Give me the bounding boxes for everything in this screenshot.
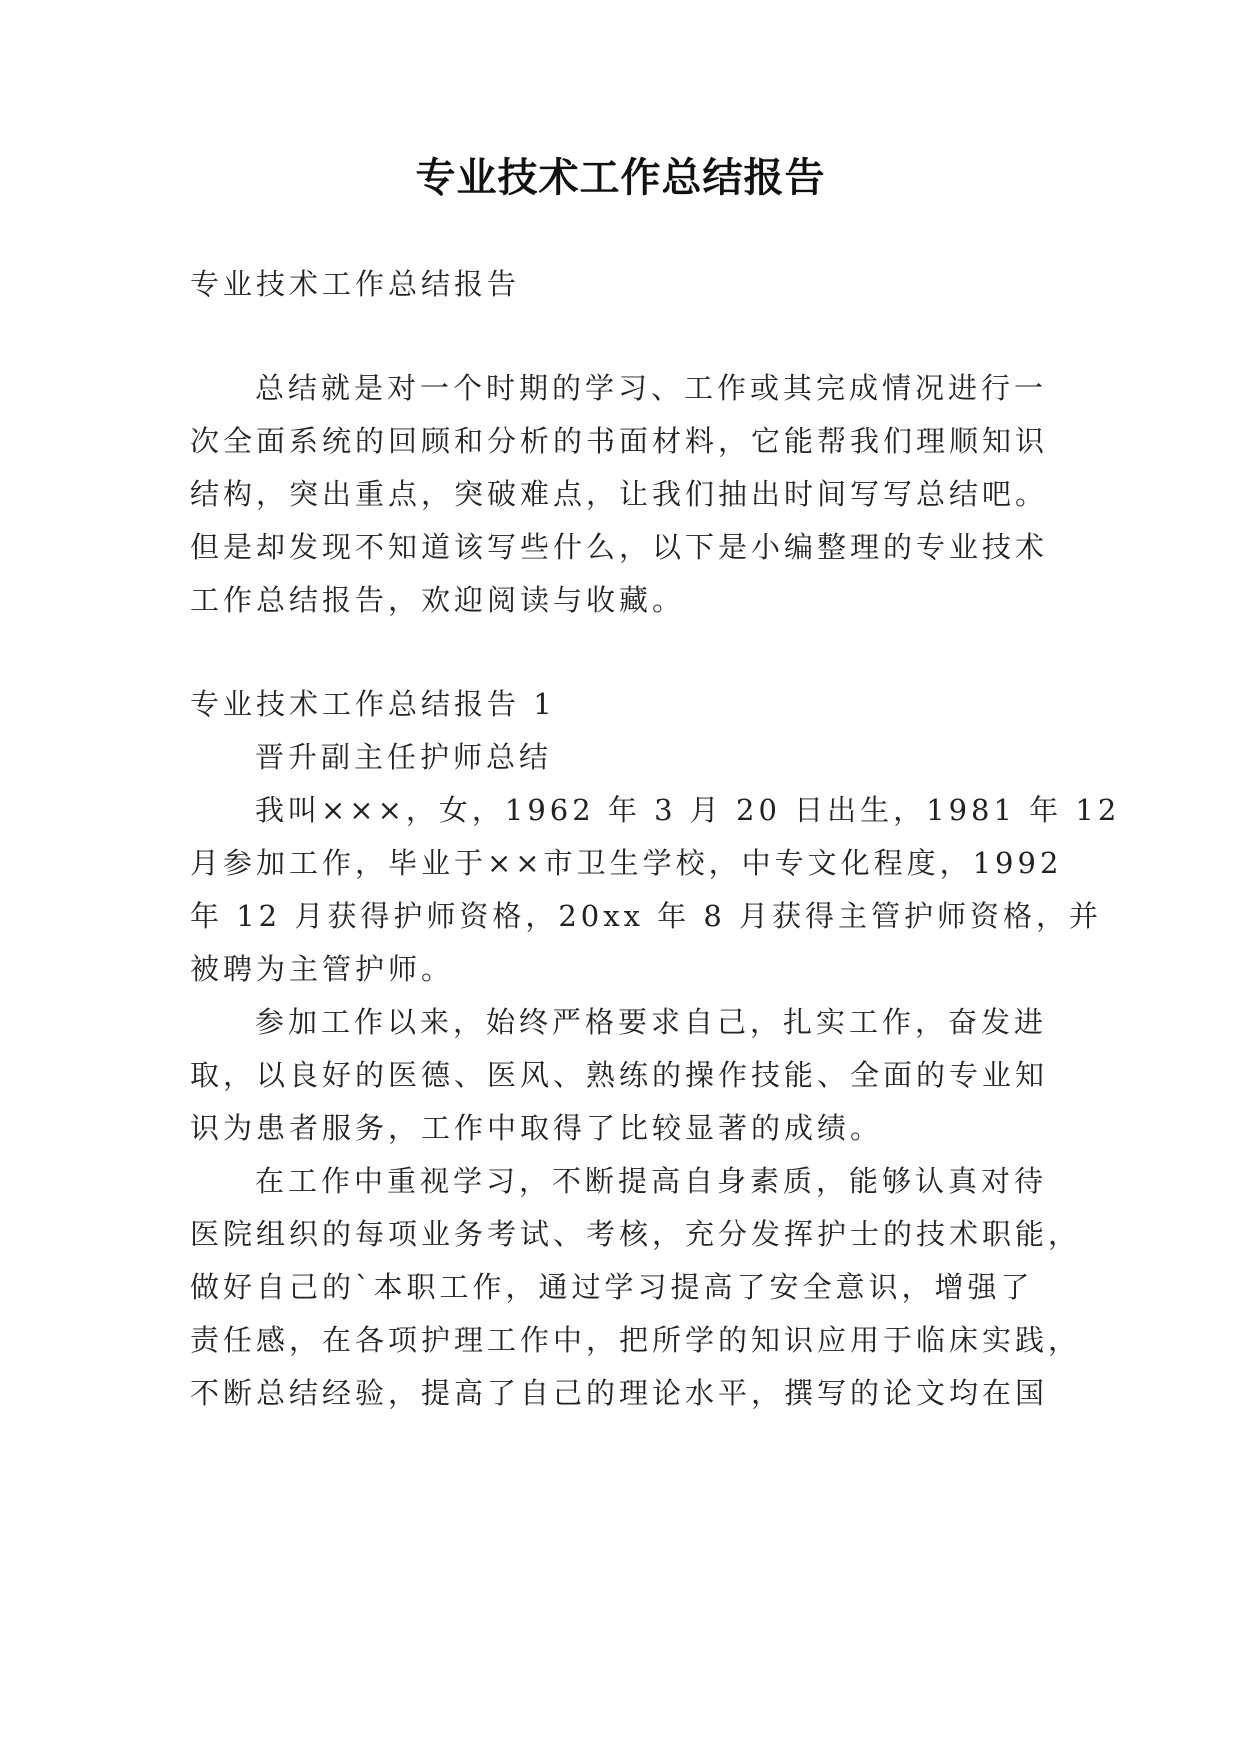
- intro-line: 工作总结报告，欢迎阅读与收藏。: [190, 583, 686, 617]
- section-heading: 专业技术工作总结报告 1: [190, 687, 556, 721]
- paragraph-line: 识为患者服务，工作中取得了比较显著的成绩。: [190, 1111, 884, 1145]
- paragraph-line: 医院组织的每项业务考试、考核，充分发挥护士的技术职能，: [190, 1217, 1082, 1251]
- paragraph-line: 做好自己的`本职工作，通过学习提高了安全意识，增强了: [190, 1270, 1034, 1304]
- document-title: 专业技术工作总结报告: [415, 155, 826, 201]
- paragraph-line: 取，以良好的医德、医风、熟练的操作技能、全面的专业知: [190, 1058, 1049, 1092]
- paragraph-line: 在工作中重视学习，不断提高自身素质，能够认真对待: [255, 1164, 1048, 1198]
- document-subtitle: 专业技术工作总结报告: [190, 267, 521, 301]
- paragraph-line: 责任感，在各项护理工作中，把所学的知识应用于临床实践，: [190, 1323, 1082, 1357]
- paragraph-line: 月参加工作，毕业于××市卫生学校，中专文化程度，1992: [190, 846, 1063, 880]
- intro-line: 次全面系统的回顾和分析的书面材料，它能帮我们理顺知识: [190, 424, 1049, 458]
- section-subheading: 晋升副主任护师总结: [255, 740, 553, 774]
- paragraph-line: 我叫×××，女，1962 年 3 月 20 日出生，1981 年 12: [255, 793, 1121, 827]
- paragraph-line: 参加工作以来，始终严格要求自己，扎实工作，奋发进: [255, 1005, 1048, 1039]
- intro-line: 但是却发现不知道该写些什么，以下是小编整理的专业技术: [190, 530, 1049, 564]
- intro-line: 总结就是对一个时期的学习、工作或其完成情况进行一: [255, 371, 1048, 405]
- paragraph-line: 不断总结经验，提高了自己的理论水平，撰写的论文均在国: [190, 1376, 1049, 1410]
- intro-line: 结构，突出重点，突破难点，让我们抽出时间写写总结吧。: [190, 477, 1049, 511]
- paragraph-line: 被聘为主管护师。: [190, 952, 455, 986]
- paragraph-line: 年 12 月获得护师资格，20xx 年 8 月获得主管护师资格，并: [190, 899, 1103, 933]
